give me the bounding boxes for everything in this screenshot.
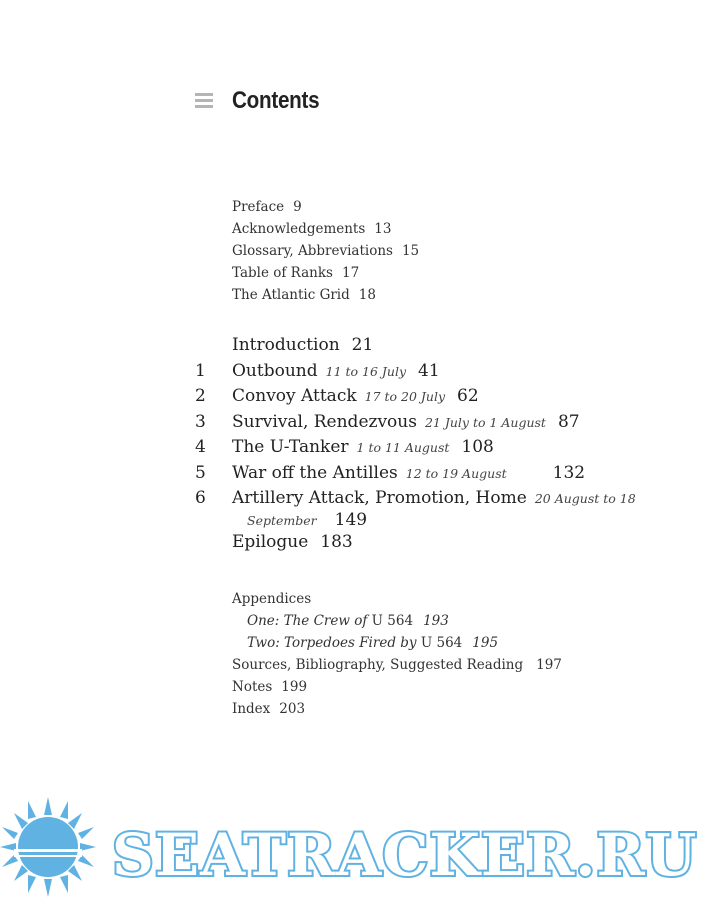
chapter-page: 41	[418, 360, 440, 381]
appendix-entry[interactable]	[232, 632, 562, 654]
chapter-page: 108	[461, 437, 494, 457]
entry-label: Preface	[232, 199, 285, 215]
entry-page: 9	[293, 199, 302, 215]
chapter-title: Artillery Attack, Promotion, Home	[232, 488, 527, 508]
chapter-number: 4	[195, 437, 206, 457]
entry-label: The Atlantic Grid	[232, 287, 350, 303]
toc-entry[interactable]	[232, 240, 419, 262]
chapter-page: 62	[457, 386, 479, 406]
appendix-title: One: The Crew of	[247, 613, 368, 629]
entry-page: 199	[281, 679, 308, 695]
back-matter-list	[232, 588, 562, 720]
chapter-number: 3	[195, 411, 206, 432]
list-icon	[195, 93, 213, 111]
appendix-subject: U 564	[420, 635, 463, 651]
entry-page: 195	[472, 635, 499, 651]
entry-label: Sources, Bibliography, Suggested Reading	[232, 657, 524, 673]
appendix-title: Two: Torpedoes Fired by	[247, 635, 417, 651]
chapter-number: 2	[195, 386, 206, 406]
toc-entry[interactable]	[232, 196, 419, 218]
chapter-title: Survival, Rendezvous	[232, 411, 417, 432]
entry-page: 18	[358, 287, 376, 303]
chapter-page: 149	[334, 510, 368, 530]
chapter-title: Outbound	[232, 360, 318, 381]
sun-icon	[0, 797, 96, 897]
chapter-dates: 17 to 20 July	[364, 389, 446, 404]
entry-page: 193	[423, 613, 449, 629]
entry-label: Notes	[232, 679, 273, 695]
chapter-dates: 21 July to 1 August	[424, 414, 546, 430]
entry-page: 15	[401, 243, 420, 259]
chapter-number: 1	[195, 360, 206, 381]
entry-page: 203	[279, 701, 306, 717]
toc-entry[interactable]	[232, 676, 562, 698]
entry-label: Table of Ranks	[232, 265, 333, 281]
chapter-number: 6	[195, 488, 206, 508]
entry-page: 21	[351, 335, 374, 355]
chapter-title: Convoy Attack	[232, 386, 357, 406]
chapter-dates: 12 to 19 August	[405, 465, 507, 481]
toc-entry[interactable]	[232, 654, 562, 676]
chapter-dates: 20 August to 18	[534, 491, 636, 506]
entry-label: Glossary, Abbreviations	[232, 243, 393, 259]
appendices-heading: Appendices	[232, 591, 312, 607]
chapter-title: The U-Tanker	[232, 437, 349, 457]
appendix-entry[interactable]	[232, 610, 562, 632]
entry-page: 183	[320, 532, 353, 552]
entry-label: Epilogue	[232, 532, 309, 552]
entry-page: 13	[374, 221, 392, 237]
entry-label: Index	[232, 701, 271, 717]
chapter-dates: 1 to 11 August	[356, 440, 450, 455]
entry-page: 197	[536, 657, 562, 673]
entry-page: 17	[342, 265, 360, 281]
toc-entry[interactable]	[232, 218, 419, 240]
appendix-subject: U 564	[371, 613, 414, 629]
watermark-text: SEATRACKER.RU	[112, 821, 698, 889]
entry-label: Introduction	[232, 335, 340, 355]
chapter-dates-continued: September	[247, 513, 317, 528]
page-title: Contents	[232, 87, 320, 114]
toc-entry[interactable]	[232, 698, 562, 720]
chapter-page: 87	[557, 411, 580, 432]
toc-entry[interactable]	[232, 284, 419, 306]
chapter-title: War off the Antilles	[232, 462, 398, 483]
chapter-number: 5	[195, 462, 206, 483]
entry-label: Acknowledgements	[232, 221, 366, 237]
front-matter-list	[232, 196, 419, 306]
toc-entry[interactable]	[232, 262, 419, 284]
chapter-dates: 11 to 16 July	[325, 363, 407, 379]
chapter-page: 132	[552, 462, 586, 483]
